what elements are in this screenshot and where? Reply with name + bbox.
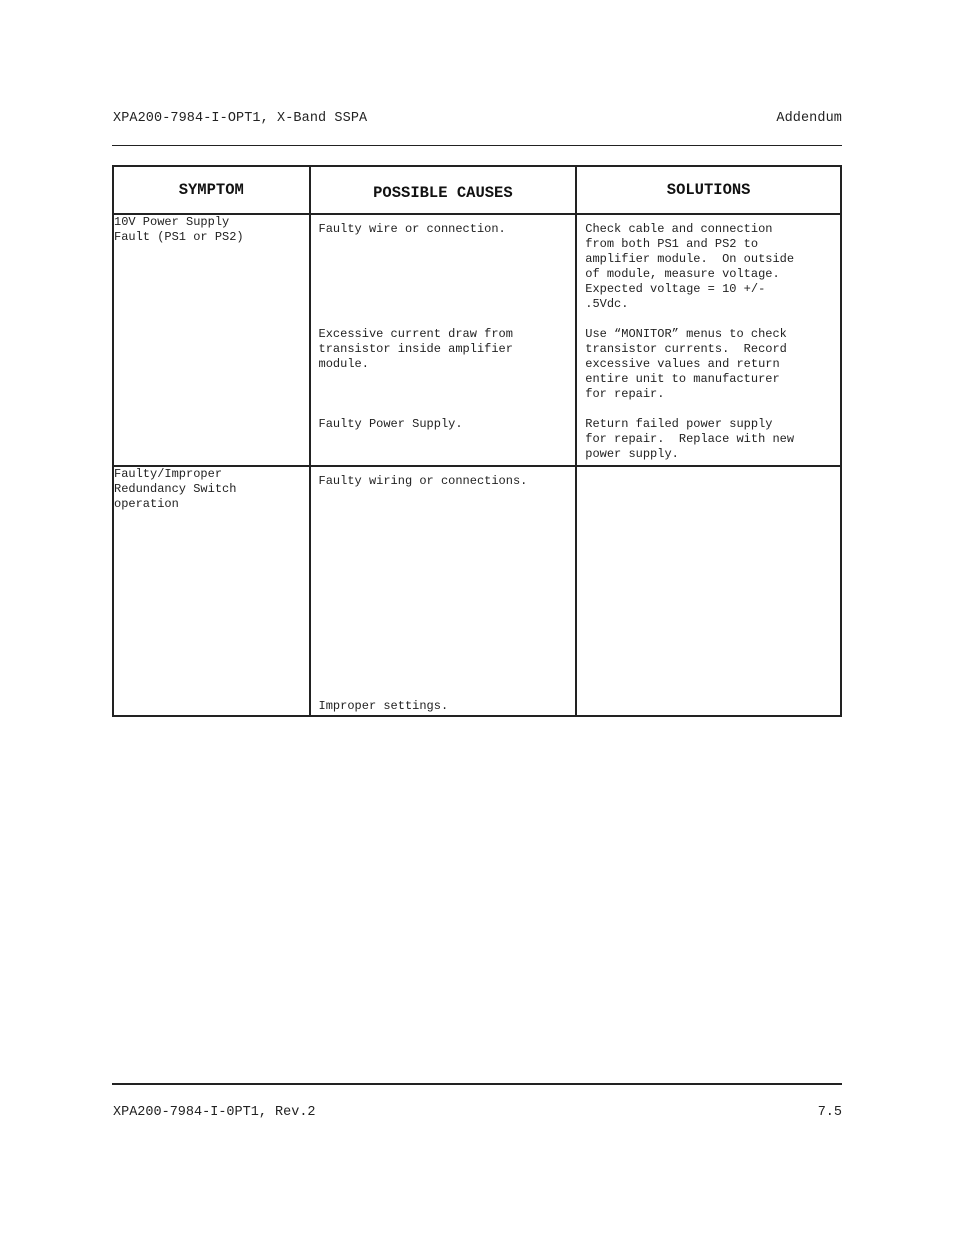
table-header-row xyxy=(113,166,841,214)
page-header xyxy=(113,111,842,126)
causes-cell xyxy=(310,466,577,716)
column-header-symptom: SYMPTOM xyxy=(113,166,310,214)
footer-rule xyxy=(112,1083,842,1085)
symptom-text: Faulty/Improper Redundancy Switch operation xyxy=(114,467,237,511)
footer-document-revision: XPA200-7984-I-0PT1, Rev.2 xyxy=(113,1105,316,1120)
page-footer xyxy=(113,1105,842,1120)
symptom-cell xyxy=(113,466,310,716)
solution-text: Check cable and connection from both PS1 and PS2 to amplifier module. On outside of module, measure voltage. Expected voltage = 10 +/- .5Vdc. xyxy=(585,222,795,311)
header-document-title: XPA200-7984-I-OPT1, X-Band SSPA xyxy=(113,111,368,126)
table-row xyxy=(113,466,841,716)
symptom-cell xyxy=(113,214,310,466)
solution-text: Return failed power supply for repair. Replace with new power supply. xyxy=(585,417,795,461)
page-number: 7.5 xyxy=(817,1105,842,1120)
causes-cell xyxy=(310,214,577,466)
table-row xyxy=(113,214,841,466)
cause-text: Faulty Power Supply. xyxy=(318,417,463,431)
column-header-possible-causes: POSSIBLE CAUSES xyxy=(310,166,577,214)
solutions-cell xyxy=(576,214,841,466)
cause-text: Faulty wiring or connections. xyxy=(318,474,528,488)
header-section-label: Addendum xyxy=(776,111,842,126)
troubleshooting-table xyxy=(112,165,842,717)
solutions-cell xyxy=(576,466,841,716)
symptom-text: 10V Power Supply Fault (PS1 or PS2) xyxy=(114,215,244,244)
cause-text: Faulty wire or connection. xyxy=(318,222,506,236)
cause-text: Excessive current draw from transistor inside amplifier module. xyxy=(318,327,513,371)
column-header-solutions: SOLUTIONS xyxy=(576,166,841,214)
cause-text: Improper settings. xyxy=(318,699,449,713)
solution-text: Use “MONITOR” menus to check transistor currents. Record excessive values and return entire unit to manufacturer for repair. xyxy=(585,327,787,401)
header-rule xyxy=(112,145,842,146)
